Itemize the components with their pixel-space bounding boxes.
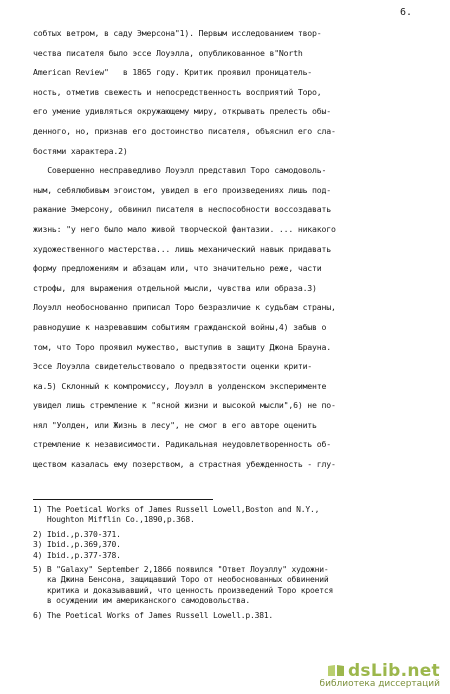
text-line: чества писателя было эссе Лоуэлла, опубликованное в"North xyxy=(33,47,303,58)
text-line: American Review" в 1865 году. Критик проявил проницатель- xyxy=(33,67,313,78)
text-line: ка.5) Склонный к компромиссу, Лоуэлл в уолденском эксперименте xyxy=(33,380,327,391)
body-text xyxy=(33,24,423,475)
text-line: строфы, для выражения отдельной мысли, чувства или образа.3) xyxy=(33,282,317,293)
book-icon xyxy=(327,664,345,677)
text-line: денного, но, признав его достоинство писателя, объяснил его сла- xyxy=(33,125,336,136)
text-line: стремление к независимости. Радикальная неудовлетворенность об- xyxy=(33,439,331,450)
text-line: художественного мастерства... лишь механический навык придавать xyxy=(33,243,331,254)
text-line: ность, отметив свежесть и непосредственность восприятий Торо, xyxy=(33,86,322,97)
text-line: нял "Уолден, или Жизнь в лесу", не смог в его авторе оценить xyxy=(33,419,317,430)
text-line: увидел лишь стремление к "ясной жизни и высокой мысли",6) не по- xyxy=(33,400,336,411)
footnote-line: 6) The Poetical Works of James Russell Lowell.p.381. xyxy=(33,610,274,620)
footnote-divider xyxy=(33,499,213,500)
footnote-line: в осуждении им американского самодовольства. xyxy=(33,596,250,606)
text-line: форму предложениям и абзацам или, что значительно реже, части xyxy=(33,263,322,274)
text-line: ражание Эмерсону, обвинил писателя в неспособности воссоздавать xyxy=(33,204,331,215)
text-line: том, что Торо проявил мужество, выступив в защиту Джона Брауна. xyxy=(33,341,331,352)
text-line: Эссе Лоуэлла свидетельствовало о предвзятости оценки крити- xyxy=(33,361,313,372)
text-line: ным, себялюбивым эгоистом, увидел в его произведениях лишь под- xyxy=(33,184,331,195)
footnote-line: 5) В "Galaxy" September 2,1866 появился "Ответ Лоуэллу" художни- xyxy=(33,564,329,574)
text-line: равнодушие к назревавшим событиям гражданской войны,4) забыв о xyxy=(33,321,327,332)
footnote-line: 1) The Poetical Works of James Russell Lowell,Boston and N.Y., xyxy=(33,505,320,514)
text-line: собтых ветром, в саду Эмерсона"1). Первым исследованием твор- xyxy=(33,28,322,38)
watermark-logo: dsLib.net xyxy=(320,661,440,681)
text-line: его умение удивляться окружающему миру, открывать прелесть обы- xyxy=(33,106,331,117)
footnote-line: Houghton Mifflin Co.,1890,p.368. xyxy=(33,515,195,525)
text-line: жизнь: "у него было мало живой творческой фантазии. ... никакого xyxy=(33,223,336,234)
footnote-line: 3) Ibid.,p.369,370. xyxy=(33,540,121,550)
page-number: 6. xyxy=(399,7,412,18)
footnote-line: 4) Ibid.,p.377-378. xyxy=(33,550,121,560)
watermark-subtitle: библиотека диссертаций xyxy=(319,679,440,689)
text-line: Совершенно несправедливо Лоуэлл представил Торо самодоволь- xyxy=(33,165,327,176)
text-line: ществом казалась ему позерством, а страстная убежденность - глу- xyxy=(33,459,336,470)
footnote-line: ка Джина Бенсона, защищавший Торо от необоснованных обвинений xyxy=(33,575,329,585)
watermark xyxy=(320,661,440,689)
footnote-line: критика и доказывавший, что ценность произведений Торо кроется xyxy=(33,585,334,595)
footnotes xyxy=(33,505,428,621)
footnote-line: 2) Ibid.,p.370-371. xyxy=(33,529,121,539)
text-line: бостями характера.2) xyxy=(33,145,128,156)
text-line: Лоуэлл необоснованно приписал Торо безразличие к судьбам страны, xyxy=(33,302,336,313)
